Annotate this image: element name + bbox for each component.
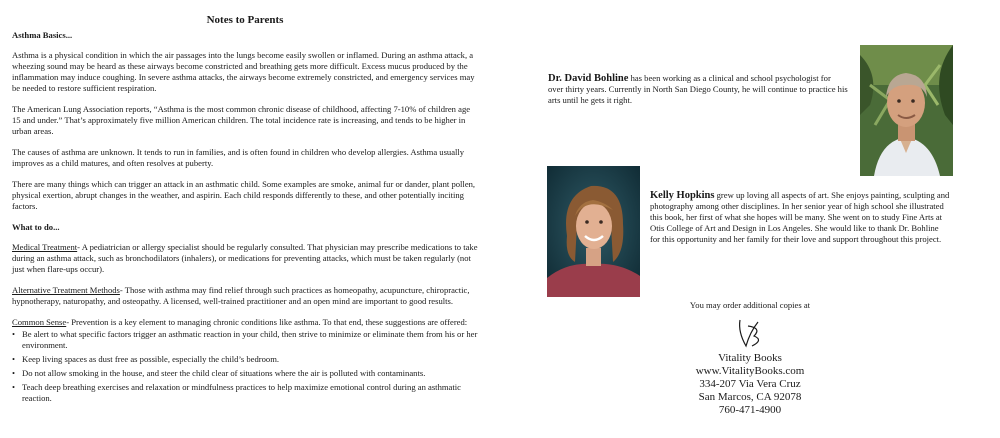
common-sense-text: - Prevention is a key element to managing chronic conditions like asthma. To that end, these suggestions are offered:: [66, 317, 468, 327]
hopkins-name: Kelly Hopkins: [650, 190, 715, 201]
basics-paragraph-4: There are many things which can trigger an attack in an asthmatic child. Some examples are smoke, animal fur or dander, plant pollen, physical exertion, abrupt changes in the weather, and aspirin. Each child responds differently to these, and other potentially inciting factors.: [12, 179, 476, 211]
suggestions-list: [12, 329, 478, 404]
notes-to-parents-column: [12, 0, 478, 407]
alternative-treatment-label: Alternative Treatment Methods: [12, 285, 120, 295]
hopkins-bio-text: grew up loving all aspects of art. She enjoys painting, sculpting and photography among other disciplines. In her senior year of high school she illustrated this book, her first of what she hopes will be many. She went on to study Fine Arts at Otis College of Art and Design in Los Angeles. She would like to thank Dr. Bohline for this opportunity and her family for their love and support throughout this project.: [650, 190, 950, 244]
ordering-info: [640, 300, 860, 417]
hopkins-photo: [547, 166, 640, 297]
medical-treatment-label: Medical Treatment: [12, 242, 78, 252]
hopkins-bio: [650, 190, 950, 245]
address-line-2: San Marcos, CA 92078: [698, 391, 802, 403]
company-name: Vitality Books: [718, 352, 782, 364]
medical-treatment-paragraph: [12, 242, 478, 275]
bohline-photo: [860, 45, 953, 176]
bohline-bio-text: has been working as a clinical and school psychologist for over thirty years. Currently in North San Diego County, he will continue to practice his arts until he gets it right.: [548, 73, 848, 105]
phone-number: 760-471-4900: [718, 404, 782, 416]
basics-paragraph-1: Asthma is a physical condition in which the air passages into the lungs become easily swollen or inflamed. During an asthma attack, a wheezing sound may be heard as these airways become constricted and breathing gets more difficult. Excess mucus produced by the inflammation may induce coughing. In severe asthma attacks, the airways become extremely constricted, and emergency services may be needed to restore sufficient respiration.: [12, 50, 475, 93]
asthma-basics-heading: Asthma Basics...: [12, 30, 73, 40]
list-item: • Do not allow smoking in the house, and steer the child clear of situations where the air is polluted with contaminants.: [12, 368, 478, 379]
common-sense-paragraph: [12, 317, 478, 328]
vitality-books-logo: [736, 316, 764, 350]
bohline-bio: [548, 73, 848, 106]
basics-paragraph-2: The American Lung Association reports, “Asthma is the most common chronic disease of childhood, affecting 7-10% of children age 15 and under.” That’s approximately five million American children. The total incidence rate is increasing, and tends to be higher in urban areas.: [12, 104, 471, 136]
bohline-name: Dr. David Bohline: [548, 73, 629, 84]
order-note: You may order additional copies at: [689, 300, 811, 310]
alternative-treatment-text: - Those with asthma may find relief through such practices as homeopathy, acupuncture, chiropractic, hypnotherapy, naturopathy, and osteopathy. A licensed, well-trained practitioner and an open mind are important to good results.: [12, 285, 470, 306]
alternative-treatment-paragraph: [12, 285, 478, 307]
page-title: Notes to Parents: [206, 14, 284, 26]
address-line-1: 334-207 Via Vera Cruz: [699, 378, 801, 390]
company-website[interactable]: www.VitalityBooks.com: [695, 365, 805, 377]
list-item: • Teach deep breathing exercises and relaxation or mindfulness practices to help maximize emotional control during an asthmatic reaction.: [12, 382, 478, 404]
what-to-do-heading: What to do...: [12, 222, 60, 232]
basics-paragraph-3: The causes of asthma are unknown. It tends to run in families, and is often found in children who develop allergies. Asthma usually improves as a child matures, and often resolves at puberty.: [12, 147, 465, 168]
common-sense-label: Common Sense: [12, 317, 67, 327]
medical-treatment-text: - A pediatrician or allergy specialist should be regularly consulted. That physician may prescribe medications to take during an asthma attack, such as bronchodilators (inhalers), or medications for preventing attacks, which must be taken regularly (not just when flare-ups occur).: [12, 242, 478, 274]
list-item: • Keep living spaces as dust free as possible, especially the child’s bedroom.: [12, 354, 478, 365]
list-item: • Be alert to what specific factors trigger an asthmatic reaction in your child, then strive to minimize or eliminate them from his or her environment.: [12, 329, 478, 351]
